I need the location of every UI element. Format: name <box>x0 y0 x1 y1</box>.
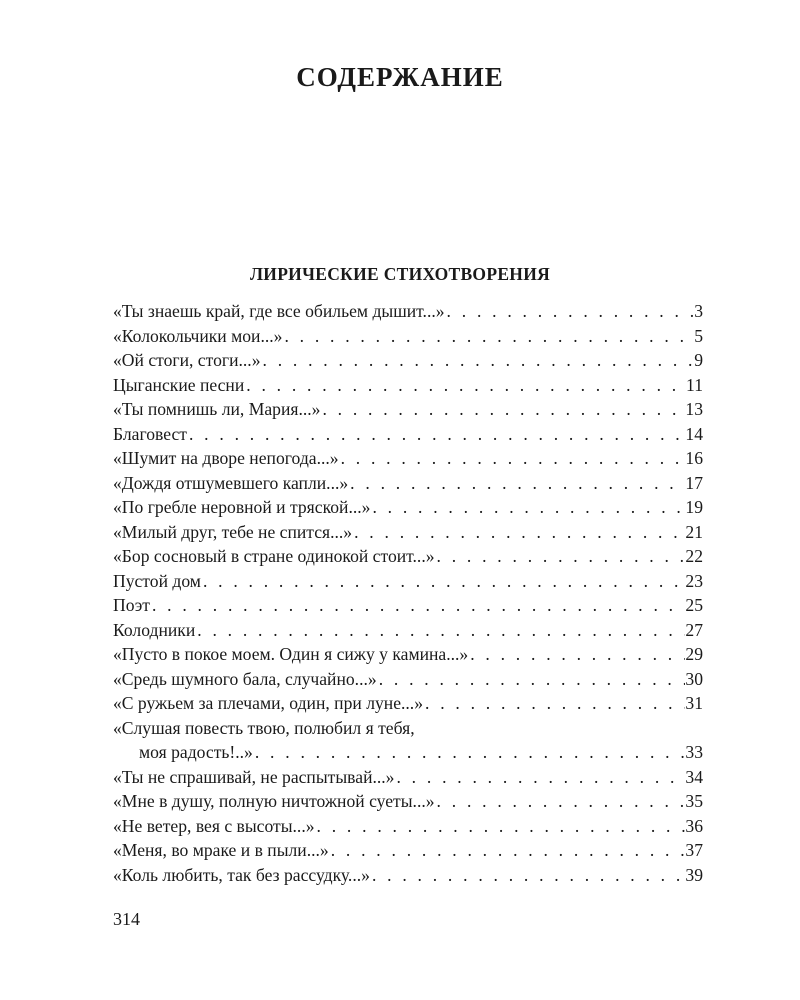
toc-entry-title: «По гребле неровной и тряской...» <box>113 497 371 517</box>
toc-entry-page: 29 <box>685 644 703 664</box>
toc-entry-title: «Слушая повесть твою, полюбил я тебя, <box>113 717 415 738</box>
toc-entry-title: «Колокольчики мои...» <box>113 325 283 346</box>
leader-dots <box>253 740 686 765</box>
toc-entry-title: «Мне в душу, полную ничтожной суеты...» <box>113 791 435 811</box>
toc-entry <box>113 446 703 471</box>
toc-entry <box>113 838 703 863</box>
toc-entry-title: «Средь шумного бала, случайно...» <box>113 668 377 689</box>
toc-entry-page: 31 <box>685 693 703 713</box>
leader-dots <box>282 324 694 349</box>
page-title: СОДЕРЖАНИЕ <box>296 62 504 92</box>
table-of-contents <box>113 299 703 887</box>
toc-entry-page: 25 <box>685 595 703 615</box>
toc-entry-page: 11 <box>686 374 703 395</box>
toc-entry-page: 14 <box>685 423 703 444</box>
leader-dots <box>468 642 685 667</box>
toc-entry <box>113 299 703 324</box>
toc-entry <box>113 667 703 692</box>
toc-entry-title: Цыганские песни <box>113 374 245 395</box>
toc-entry-page: 36 <box>685 815 703 836</box>
toc-entry-title: «Ты помнишь ли, Мария...» <box>113 399 321 419</box>
leader-dots <box>370 495 685 520</box>
toc-entry-title: «Шумит на дворе непогода...» <box>113 448 339 468</box>
toc-entry <box>113 397 703 422</box>
toc-entry-page: 39 <box>685 864 703 885</box>
toc-entry-page: 33 <box>685 742 703 762</box>
toc-entry <box>113 593 703 618</box>
toc-entry-page: 23 <box>685 570 703 591</box>
toc-entry-title: «Меня, во мраке и в пыли...» <box>113 840 329 860</box>
toc-entry <box>113 422 703 447</box>
leader-dots <box>315 814 686 839</box>
leader-dots <box>377 667 686 692</box>
section-heading: ЛИРИЧЕСКИЕ СТИХОТВОРЕНИЯ <box>249 264 551 284</box>
toc-entry-title: «Милый друг, тебе не спится...» <box>113 521 353 542</box>
toc-entry-page: 13 <box>685 399 703 419</box>
toc-entry-page: 9 <box>694 350 703 370</box>
page-number: 314 <box>113 909 140 929</box>
leader-dots <box>339 446 686 471</box>
toc-entry-title: «Не ветер, вея с высоты...» <box>113 815 315 836</box>
toc-entry <box>113 495 703 520</box>
toc-entry-title: Колодники <box>113 619 196 640</box>
toc-entry-title: «Бор сосновый в стране одинокой стоит...» <box>113 546 435 566</box>
leader-dots <box>261 348 695 373</box>
leader-dots <box>435 544 686 569</box>
toc-entry <box>113 863 703 888</box>
toc-entry <box>113 691 703 716</box>
toc-entry-page: 34 <box>685 766 703 787</box>
leader-dots <box>329 838 686 863</box>
toc-entry-title: «Коль любить, так без рассудку...» <box>113 864 370 885</box>
toc-entry <box>113 618 703 643</box>
toc-entry <box>113 471 703 496</box>
leader-dots <box>348 471 685 496</box>
toc-entry-title: «Ты не спрашивай, не распытывай...» <box>113 766 395 787</box>
toc-entry-page: 21 <box>685 521 703 542</box>
toc-entry-page: 35 <box>685 791 703 811</box>
leader-dots <box>187 422 685 447</box>
toc-entry <box>113 814 703 839</box>
toc-entry-page: 30 <box>685 668 703 689</box>
leader-dots <box>195 618 685 643</box>
toc-entry <box>113 348 703 373</box>
leader-dots <box>435 789 686 814</box>
toc-entry <box>113 324 703 349</box>
toc-entry-page: 19 <box>685 497 703 517</box>
leader-dots <box>394 765 685 790</box>
toc-entry-page: 17 <box>685 472 703 493</box>
toc-entry <box>113 520 703 545</box>
leader-dots <box>150 593 685 618</box>
toc-entry <box>113 765 703 790</box>
toc-entry-page: 16 <box>685 448 703 468</box>
toc-entry-title-continuation: моя радость!..» <box>139 742 253 762</box>
toc-entry-title: Поэт <box>113 595 150 615</box>
toc-entry-page: 22 <box>685 546 703 566</box>
leader-dots <box>423 691 685 716</box>
toc-entry-page: 27 <box>685 619 703 640</box>
leader-dots <box>445 299 695 324</box>
toc-entry <box>113 373 703 398</box>
toc-entry-title: «Пусто в покое моем. Один я сижу у камина...» <box>113 644 469 664</box>
toc-entry <box>113 569 703 594</box>
leader-dots <box>244 373 686 398</box>
toc-entry-page: 37 <box>685 840 703 860</box>
toc-entry <box>113 789 703 814</box>
leader-dots <box>201 569 685 594</box>
toc-entry-title: «С ружьем за плечами, один, при луне...» <box>113 693 423 713</box>
toc-entry-title: «Ой стоги, стоги...» <box>113 350 261 370</box>
toc-entry-title: Пустой дом <box>113 570 201 591</box>
toc-entry-title: «Дождя отшумевшего капли...» <box>113 472 349 493</box>
toc-entry-page: 3 <box>694 301 703 321</box>
toc-entry <box>113 544 703 569</box>
toc-entry <box>113 642 703 667</box>
toc-entry-title: Благовест <box>113 423 187 444</box>
toc-entry <box>113 716 703 765</box>
leader-dots <box>370 863 685 888</box>
toc-entry-title: «Ты знаешь край, где все обильем дышит...» <box>113 301 445 321</box>
leader-dots <box>352 520 685 545</box>
toc-entry-page: 5 <box>694 325 703 346</box>
leader-dots <box>320 397 685 422</box>
